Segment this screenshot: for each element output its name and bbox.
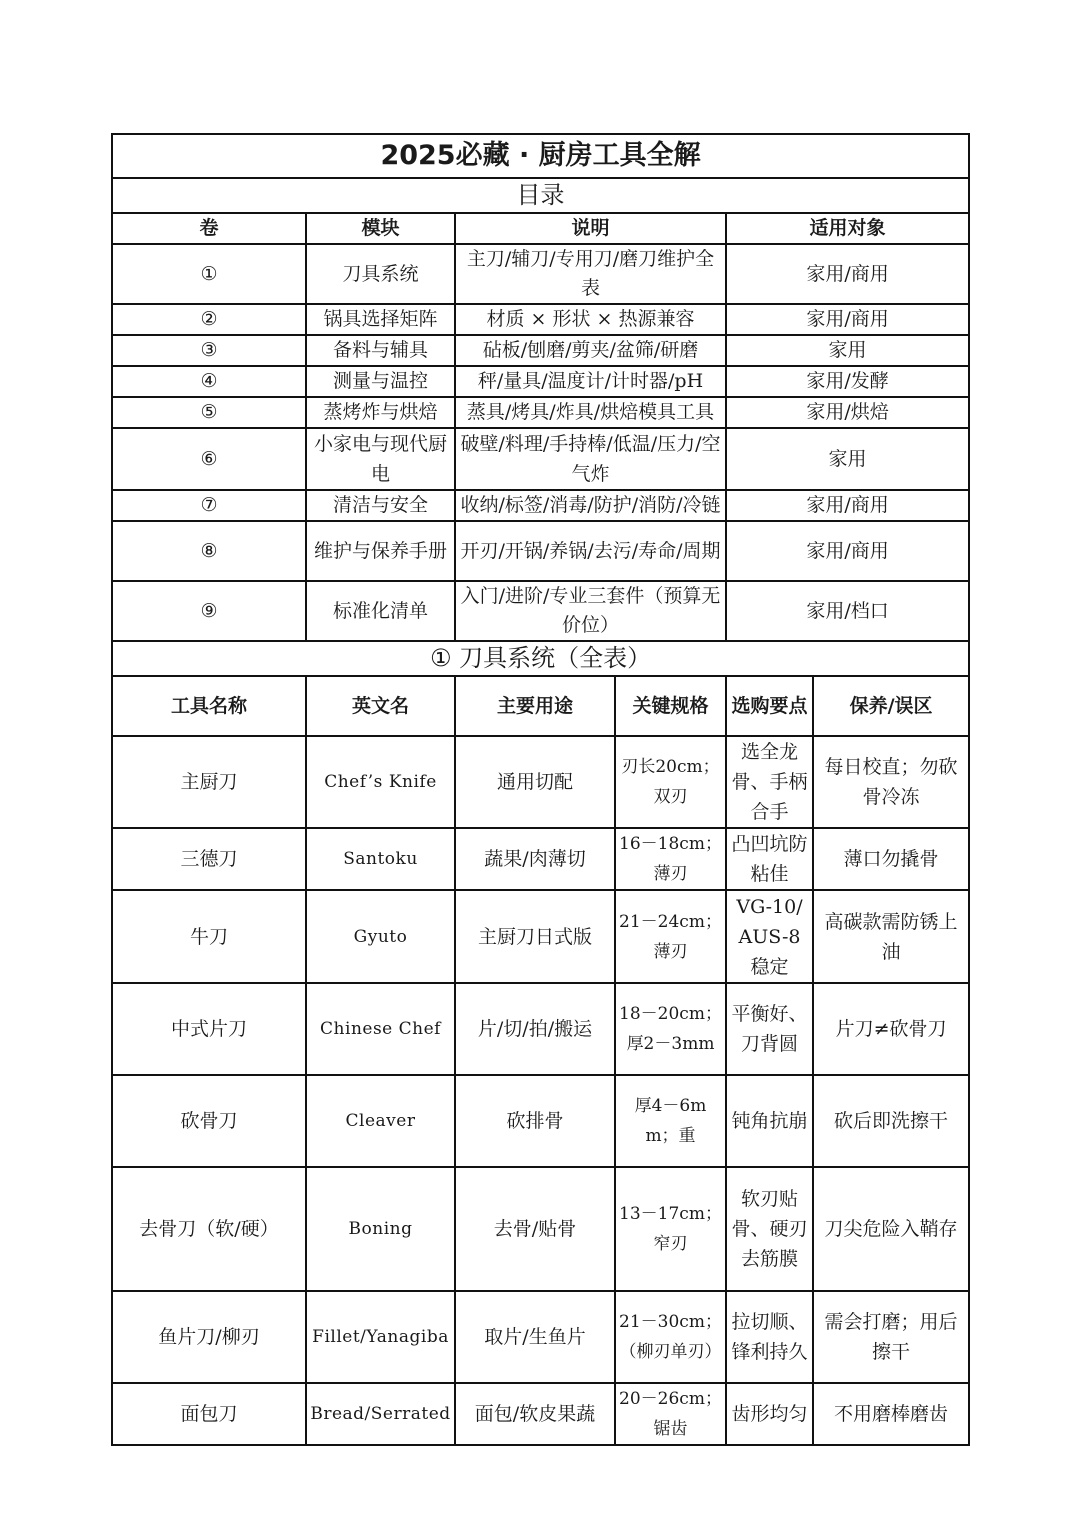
knife-row [112,1075,969,1167]
knife-spec: 刃长20cm；双刃 [615,736,726,828]
knife-tip: 软刃贴骨、硬刃去筋膜 [726,1167,813,1291]
knife-col-care: 保养/误区 [813,676,969,736]
knife-english: Boning [306,1167,455,1291]
knife-name: 鱼片刀/柳刃 [112,1291,306,1383]
toc-target: 家用/商用 [726,304,969,335]
knife-row [112,828,969,890]
toc-module: 测量与温控 [306,366,455,397]
knife-tip: 凸凹坑防粘佳 [726,828,813,890]
knife-row [112,1383,969,1445]
toc-row [112,335,969,366]
toc-row [112,428,969,490]
toc-row [112,366,969,397]
knife-spec: 13－17cm；窄刃 [615,1167,726,1291]
knife-care: 不用磨棒磨齿 [813,1383,969,1445]
toc-row [112,304,969,335]
toc-target: 家用 [726,335,969,366]
toc-desc: 收纳/标签/消毒/防护/消防/冷链 [455,490,726,521]
knife-care: 需会打磨；用后擦干 [813,1291,969,1383]
toc-desc: 材质 × 形状 × 热源兼容 [455,304,726,335]
toc-module: 刀具系统 [306,244,455,304]
toc-row [112,521,969,581]
toc-desc: 蒸具/烤具/炸具/烘焙模具工具 [455,397,726,428]
knife-col-english: 英文名 [306,676,455,736]
knife-name: 中式片刀 [112,983,306,1075]
document-table [111,133,970,1446]
knife-use: 蔬果/肉薄切 [455,828,615,890]
knife-section-heading: ① 刀具系统（全表） [112,641,969,676]
toc-col-module: 模块 [306,213,455,244]
toc-module: 清洁与安全 [306,490,455,521]
knife-english: Santoku [306,828,455,890]
knife-english: Gyuto [306,890,455,983]
knife-row [112,1291,969,1383]
toc-target: 家用/发酵 [726,366,969,397]
toc-row [112,490,969,521]
knife-use: 砍排骨 [455,1075,615,1167]
toc-volume: ① [112,244,306,304]
knife-tip: 拉切顺、锋利持久 [726,1291,813,1383]
toc-desc: 秤/量具/温度计/计时器/pH [455,366,726,397]
knife-use: 片/切/拍/搬运 [455,983,615,1075]
knife-use: 面包/软皮果蔬 [455,1383,615,1445]
page-title: 2025必藏 · 厨房工具全解 [112,134,969,178]
toc-target: 家用/商用 [726,521,969,581]
knife-english: Chinese Chef [306,983,455,1075]
knife-name: 牛刀 [112,890,306,983]
knife-row [112,1167,969,1291]
toc-target: 家用/商用 [726,244,969,304]
knife-use: 主厨刀日式版 [455,890,615,983]
toc-module: 维护与保养手册 [306,521,455,581]
toc-target: 家用 [726,428,969,490]
knife-row [112,736,969,828]
knife-col-use: 主要用途 [455,676,615,736]
toc-module: 备料与辅具 [306,335,455,366]
knife-tip: 钝角抗崩 [726,1075,813,1167]
knife-col-tip: 选购要点 [726,676,813,736]
knife-english: Chef’s Knife [306,736,455,828]
toc-volume: ⑥ [112,428,306,490]
knife-english: Bread/Serrated [306,1383,455,1445]
toc-row [112,581,969,641]
knife-col-spec: 关键规格 [615,676,726,736]
toc-volume: ⑦ [112,490,306,521]
toc-volume: ④ [112,366,306,397]
knife-spec: 厚4－6mm；重 [615,1075,726,1167]
toc-target: 家用/商用 [726,490,969,521]
knife-row [112,983,969,1075]
toc-volume: ③ [112,335,306,366]
toc-volume: ② [112,304,306,335]
toc-heading: 目录 [112,178,969,213]
toc-target: 家用/烘焙 [726,397,969,428]
knife-use: 去骨/贴骨 [455,1167,615,1291]
toc-row [112,397,969,428]
toc-col-volume: 卷 [112,213,306,244]
knife-use: 取片/生鱼片 [455,1291,615,1383]
toc-desc: 破壁/料理/手持棒/低温/压力/空气炸 [455,428,726,490]
knife-spec: 21－30cm；（柳刃单刃） [615,1291,726,1383]
knife-use: 通用切配 [455,736,615,828]
knife-name: 去骨刀（软/硬） [112,1167,306,1291]
knife-tip: 齿形均匀 [726,1383,813,1445]
knife-name: 面包刀 [112,1383,306,1445]
knife-care: 高碳款需防锈上油 [813,890,969,983]
knife-spec: 20－26cm；锯齿 [615,1383,726,1445]
toc-col-target: 适用对象 [726,213,969,244]
knife-spec: 16－18cm；薄刃 [615,828,726,890]
knife-tip: VG-10/AUS-8稳定 [726,890,813,983]
toc-row [112,244,969,304]
knife-english: Fillet/Yanagiba [306,1291,455,1383]
toc-desc: 入门/进阶/专业三套件（预算无价位） [455,581,726,641]
knife-col-name: 工具名称 [112,676,306,736]
toc-module: 小家电与现代厨电 [306,428,455,490]
toc-desc: 砧板/刨磨/剪夹/盆筛/研磨 [455,335,726,366]
knife-name: 三德刀 [112,828,306,890]
knife-care: 砍后即洗擦干 [813,1075,969,1167]
knife-name: 主厨刀 [112,736,306,828]
knife-tip: 平衡好、刀背圆 [726,983,813,1075]
toc-module: 标准化清单 [306,581,455,641]
knife-english: Cleaver [306,1075,455,1167]
knife-spec: 18－20cm；厚2－3mm [615,983,726,1075]
toc-target: 家用/档口 [726,581,969,641]
knife-row [112,890,969,983]
toc-desc: 主刀/辅刀/专用刀/磨刀维护全表 [455,244,726,304]
knife-name: 砍骨刀 [112,1075,306,1167]
toc-volume: ⑨ [112,581,306,641]
knife-care: 片刀≠砍骨刀 [813,983,969,1075]
toc-module: 蒸烤炸与烘焙 [306,397,455,428]
knife-tip: 选全龙骨、手柄合手 [726,736,813,828]
knife-care: 每日校直；勿砍骨冷冻 [813,736,969,828]
toc-col-description: 说明 [455,213,726,244]
toc-module: 锅具选择矩阵 [306,304,455,335]
knife-spec: 21－24cm；薄刃 [615,890,726,983]
toc-volume: ⑧ [112,521,306,581]
toc-desc: 开刃/开锅/养锅/去污/寿命/周期 [455,521,726,581]
knife-care: 刀尖危险入鞘存 [813,1167,969,1291]
knife-care: 薄口勿撬骨 [813,828,969,890]
toc-volume: ⑤ [112,397,306,428]
